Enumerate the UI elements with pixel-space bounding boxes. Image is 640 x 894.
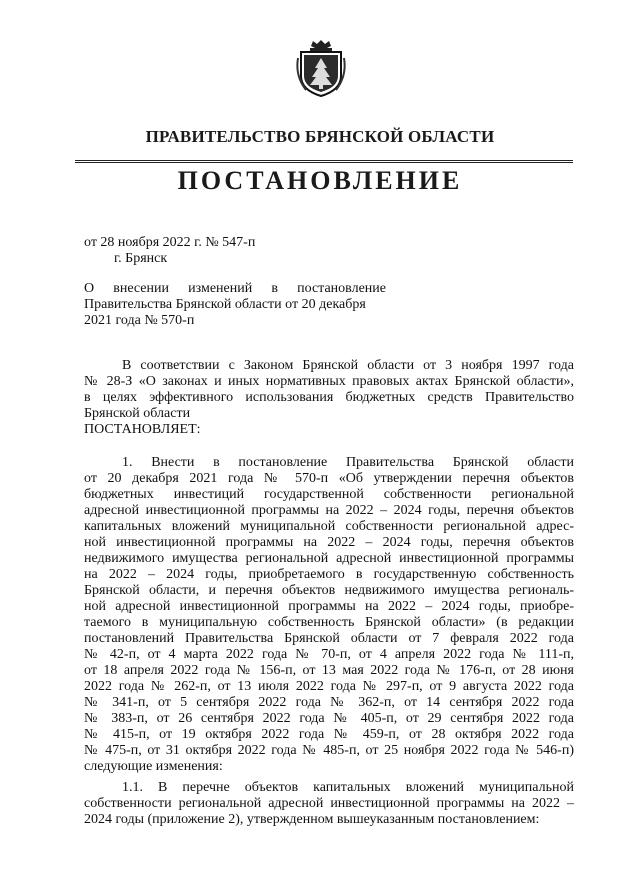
item1-line: адресной инвестиционной программы на 2022 – 2024 годы, перечня объектов — [84, 503, 574, 518]
item11-line: собственности региональной адресной инвестиционной программы на 2022 – — [84, 796, 574, 811]
item1-line: на 2022 – 2024 годы, приобретаемого в государственную собственность — [84, 567, 574, 582]
subject-line: 2021 года № 570-п — [84, 313, 195, 328]
item1-line: капитальных вложений муниципальной собственности региональной адрес- — [84, 519, 574, 534]
item1-line: № 341-п, от 5 сентября 2022 года № 362-п, от 14 сентября 2022 года — [84, 695, 574, 710]
item1-line: следующие изменения: — [84, 759, 223, 774]
item1-line: № 475-п, от 31 октября 2022 года № 485-п, от 25 ноября 2022 года № 546-п) — [84, 743, 574, 758]
preamble-line: № 28-З «О законах и иных нормативных правовых актах Брянской области», — [84, 374, 574, 389]
subject-line: Правительства Брянской области от 20 декабря — [84, 297, 366, 312]
header-rule — [75, 160, 573, 161]
item1-line: ной инвестиционной программы на 2022 – 2024 годы, перечня объектов — [84, 535, 574, 550]
item1-line: бюджетных инвестиций государственной собственности региональной — [84, 487, 574, 502]
item1-line: № 42-п, от 4 марта 2022 года № 70-п, от 4 апреля 2022 года № 111-п, — [84, 647, 574, 662]
document-title: ПОСТАНОВЛЕНИЕ — [177, 166, 463, 195]
item11-line: 2024 годы (приложение 2), утвержденном вышеуказанным постановлением: — [84, 812, 540, 827]
item1-line: от 18 апреля 2022 года № 156-п, от 13 мая 2022 года № 176-п, от 28 июня — [84, 663, 574, 678]
item11-line: 1.1. В перечне объектов капитальных вложений муниципальной — [122, 780, 574, 795]
city-line: г. Брянск — [114, 251, 168, 266]
government-name: ПРАВИТЕЛЬСТВО БРЯНСКОЙ ОБЛАСТИ — [145, 127, 495, 146]
preamble-line: в целях эффективного использования бюджетных средств Правительство — [84, 390, 574, 405]
item1-line: 2022 года № 262-п, от 13 июля 2022 года № 297-п, от 9 августа 2022 года — [84, 679, 574, 694]
item1-line: № 415-п, от 19 октября 2022 года № 459-п, от 28 октября 2022 года — [84, 727, 574, 742]
date-number-line: от 28 ноября 2022 г. № 547-п — [84, 235, 256, 250]
preamble-line: В соответствии с Законом Брянской области от 3 ноября 1997 года — [122, 358, 574, 373]
item1-line: от 20 декабря 2021 года № 570-п «Об утверждении перечня объектов — [84, 471, 574, 486]
coat-of-arms-icon — [296, 38, 346, 98]
header-rule — [75, 162, 573, 163]
item1-line: ной адресной инвестиционной программы на 2022 – 2024 годы, приобре- — [84, 599, 574, 614]
item1-line: 1. Внести в постановление Правительства Брянской области — [122, 455, 574, 470]
item1-line: таемого в муниципальную собственность Брянской области» (в редакции — [84, 615, 574, 630]
item1-line: недвижимого имущества региональной адресной инвестиционной программы — [84, 551, 574, 566]
resolves-heading: ПОСТАНОВЛЯЕТ: — [84, 422, 201, 437]
subject-line: О внесении изменений в постановление — [84, 281, 386, 296]
item1-line: Брянской области, и перечня объектов недвижимого имущества региональ- — [84, 583, 574, 598]
preamble-line: Брянской области — [84, 406, 191, 421]
item1-line: № 383-п, от 26 сентября 2022 года № 405-п, от 29 сентября 2022 года — [84, 711, 574, 726]
item1-line: постановлений Правительства Брянской области от 7 февраля 2022 года — [84, 631, 574, 646]
